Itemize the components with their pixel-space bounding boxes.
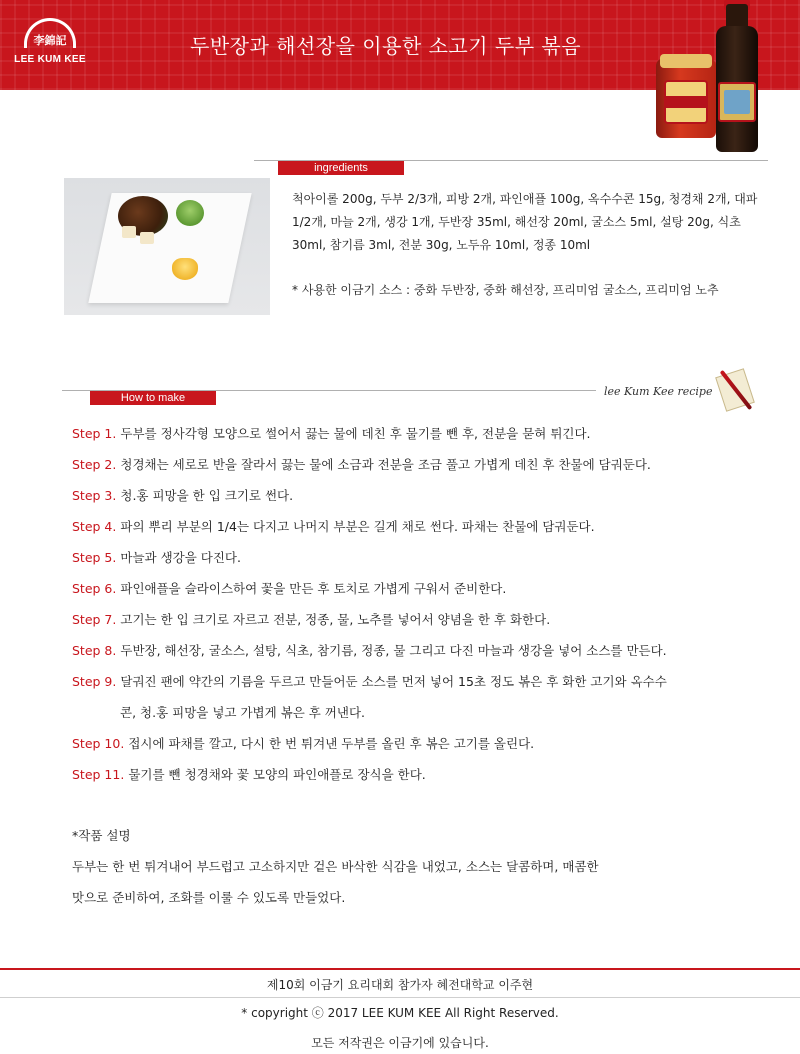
logo-brand-text: LEE KUM KEE xyxy=(14,54,86,65)
step-text: 달궈진 팬에 약간의 기름을 두르고 만들어둔 소스를 먼저 넣어 15초 정도 볶은 후 화한 고기와 옥수수 xyxy=(120,674,667,689)
step-item xyxy=(72,610,550,628)
pineapple-flower xyxy=(172,258,198,280)
step-number: Step 2. xyxy=(72,457,117,472)
tofu-piece xyxy=(122,226,136,238)
rights-notice: 모든 저작권은 이금기에 있습니다. xyxy=(311,1036,489,1050)
step-text: 두부를 정사각형 모양으로 썰어서 끓는 물에 데친 후 물기를 뺀 후, 전분을 묻혀 튀긴다. xyxy=(120,426,591,441)
step-number: Step 3. xyxy=(72,488,117,503)
sauce-note: * 사용한 이금기 소스 : 중화 두반장, 중화 해선장, 프리미엄 굴소스, 프리미엄 노추 xyxy=(292,283,719,297)
step-item xyxy=(72,734,534,752)
step-text: 마늘과 생강을 다진다. xyxy=(120,550,241,565)
step-text: 고기는 한 입 크기로 자르고 전분, 정종, 물, 노추를 넣어서 양념을 한 후 화한다. xyxy=(120,612,551,627)
step-text: 두반장, 해선장, 굴소스, 설탕, 식초, 참기름, 정종, 물 그리고 다진 마늘과 생강을 넣어 소스를 만든다. xyxy=(120,643,667,658)
contest-credit: 제10회 이금기 요리대회 참가자 혜전대학교 이주현 xyxy=(266,978,534,992)
step-item xyxy=(72,424,591,442)
ingredients-tab: ingredients xyxy=(278,161,404,175)
step-item xyxy=(72,548,241,566)
step-number: Step 10. xyxy=(72,736,125,751)
tofu-piece xyxy=(140,232,154,244)
step-number: Step 1. xyxy=(72,426,117,441)
dish-plate xyxy=(88,193,251,303)
step-text: 물기를 뺀 청경채와 꽃 모양의 파인애플로 장식을 한다. xyxy=(128,767,426,782)
step-text: 파의 뿌리 부분의 1/4는 다지고 나머지 부분은 길게 채로 썬다. 파채는 찬물에 담궈둔다. xyxy=(120,519,595,534)
step-text: 접시에 파채를 깔고, 다시 한 번 튀겨낸 두부를 올린 후 볶은 고기를 올린다. xyxy=(128,736,535,751)
step-text: 파인애플을 슬라이스하여 꽃을 만든 후 토치로 가볍게 구워서 준비한다. xyxy=(120,581,507,596)
logo-chinese-text: 李錦記 xyxy=(33,34,67,47)
step-number: Step 9. xyxy=(72,674,117,689)
step-item xyxy=(72,579,506,597)
lee-kum-kee-logo[interactable] xyxy=(10,18,90,74)
step-number: Step 5. xyxy=(72,550,117,565)
step-number: Step 7. xyxy=(72,612,117,627)
jar-label-band xyxy=(664,96,708,108)
step-item xyxy=(72,641,667,659)
step-item xyxy=(72,672,667,690)
description-line: 두부는 한 번 튀겨내어 부드럽고 고소하지만 겉은 바삭한 식감을 내었고, 소스는 달콤하며, 매콤한 xyxy=(72,859,599,874)
step-continuation: 콘, 청.홍 피망을 넣고 가볍게 볶은 후 꺼낸다. xyxy=(120,705,366,720)
step-number: Step 4. xyxy=(72,519,117,534)
jar-lid xyxy=(660,54,712,68)
step-item xyxy=(72,517,595,535)
copyright-notice: * copyright ⓒ 2017 LEE KUM KEE All Right Reserved. xyxy=(241,1006,559,1020)
step-number: Step 6. xyxy=(72,581,117,596)
footer-divider-gray xyxy=(0,997,800,998)
ingredients-list: 척아이롤 200g, 두부 2/3개, 피방 2개, 파인애플 100g, 옥수수콘 15g, 청경채 2개, 대파 1/2개, 마늘 2개, 생강 1개, 두반장 35ml, 해선장 20ml, 굴소스 5ml, 설탕 20g, 식초 30ml, 참기름 3ml, 전분 30g, 노두유 10ml, 정종 10ml xyxy=(292,192,758,252)
step-item xyxy=(72,455,651,473)
step-text: 청경채는 세로로 반을 잘라서 끓는 물에 소금과 전분을 조금 풀고 가볍게 데친 후 찬물에 담궈둔다. xyxy=(120,457,651,472)
bottle-label-picture xyxy=(724,90,750,114)
step-item xyxy=(72,765,426,783)
footer-divider-red xyxy=(0,968,800,970)
step-item xyxy=(72,486,293,504)
page-title: 두반장과 해선장을 이용한 소고기 두부 볶음 xyxy=(190,34,582,58)
description-heading: *작품 설명 xyxy=(72,828,131,843)
how-to-make-tab: How to make xyxy=(90,391,216,405)
bokchoy-garnish xyxy=(176,200,204,226)
step-number: Step 8. xyxy=(72,643,117,658)
step-text: 청.홍 피망을 한 입 크기로 썬다. xyxy=(120,488,294,503)
description-line: 맛으로 준비하여, 조화를 이룰 수 있도록 만들었다. xyxy=(72,890,346,905)
step-number: Step 11. xyxy=(72,767,125,782)
recipe-mark-label: lee Kum Kee recipe xyxy=(604,385,713,398)
